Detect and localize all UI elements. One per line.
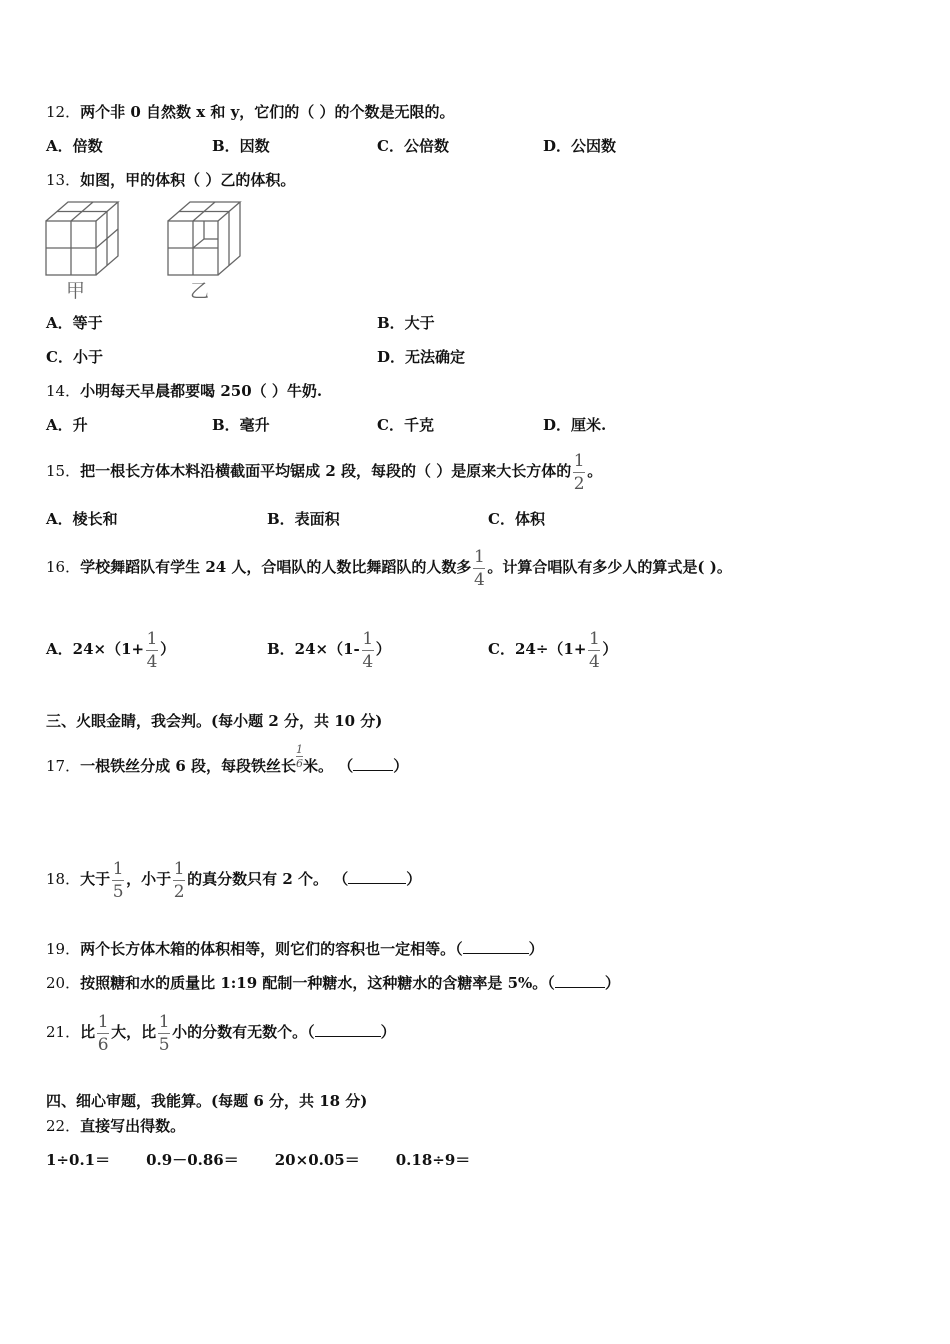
option-text-end: ） (602, 640, 618, 658)
question-text: 比 (80, 1023, 96, 1041)
question-number: 19． (46, 940, 81, 958)
option-text: B．24×（1- (267, 640, 360, 658)
fraction-denominator: 4 (146, 651, 158, 672)
fraction (362, 630, 374, 671)
q14-option-a[interactable]: A．升 (46, 416, 88, 434)
question-number: 17． (46, 757, 81, 775)
answer-blank[interactable] (463, 939, 529, 954)
fraction (296, 744, 303, 769)
question-21 (46, 1010, 396, 1054)
answer-blank[interactable] (353, 756, 393, 771)
fraction-numerator: 1 (146, 628, 158, 649)
q12-option-c[interactable]: C．公倍数 (377, 137, 449, 155)
fraction (588, 630, 600, 671)
fraction-numerator: 1 (573, 450, 585, 471)
question-text: 两个非 0 自然数 x 和 y，它们的（ ）的个数是无限的。 (80, 103, 455, 121)
question-number: 18． (46, 870, 81, 888)
question-number: 13． (46, 171, 81, 189)
question-number: 14． (46, 382, 81, 400)
answer-blank[interactable] (555, 973, 605, 988)
fraction-denominator: 6 (97, 1034, 109, 1055)
q12-option-d[interactable]: D．公因数 (543, 137, 617, 155)
fraction (146, 630, 158, 671)
fraction-denominator: 5 (158, 1034, 170, 1055)
section-4-heading: 四、细心审题，我能算。(每题 6 分，共 18 分) (46, 1092, 368, 1110)
question-22 (46, 1116, 185, 1136)
figure-label-jia: 甲 (66, 280, 86, 301)
question-17 (46, 744, 408, 788)
option-text-end: ） (375, 640, 391, 658)
q15-option-c[interactable]: C．体积 (488, 510, 545, 528)
question-13 (46, 170, 295, 190)
question-text-end: 。 (587, 462, 603, 480)
calc-item[interactable]: 0.9－0.86＝ (146, 1151, 239, 1169)
fraction-numerator: 1 (295, 743, 303, 756)
question-number: 22． (46, 1117, 81, 1135)
fraction-numerator: 1 (588, 628, 600, 649)
fraction-numerator: 1 (362, 628, 374, 649)
question-text-mid: ，小于 (126, 870, 172, 888)
figure-yi (166, 199, 246, 301)
fraction-numerator: 1 (173, 858, 185, 879)
fraction-denominator: 4 (474, 569, 485, 590)
q14-option-b[interactable]: B．毫升 (212, 416, 270, 434)
question-text: 如图，甲的体积（ ）乙的体积。 (80, 171, 296, 189)
q14-option-c[interactable]: C．千克 (377, 416, 434, 434)
q13-option-a[interactable]: A．等于 (46, 314, 103, 332)
calc-item[interactable]: 0.18÷9＝ (395, 1151, 471, 1169)
option-text-end: ） (160, 640, 176, 658)
question-text: 把一根长方体木料沿横截面平均锯成 2 段，每段的（ ）是原来大长方体的 (80, 462, 572, 480)
question-14 (46, 381, 322, 401)
figure-label-yi: 乙 (190, 280, 210, 301)
q15-option-b[interactable]: B．表面积 (267, 510, 340, 528)
fraction-numerator: 1 (112, 858, 124, 879)
calc-item[interactable]: 1÷0.1＝ (46, 1151, 111, 1169)
question-text: 按照糖和水的质量比 1:19 配制一种糖水，这种糖水的含糖率是 5%。（ (80, 974, 555, 992)
q14-option-d[interactable]: D．厘米. (543, 416, 607, 434)
q13-option-d[interactable]: D．无法确定 (377, 348, 466, 366)
question-20 (46, 973, 620, 993)
question-number: 21． (46, 1023, 81, 1041)
fraction-denominator: 5 (112, 881, 124, 902)
option-text: A．24×（1+ (46, 640, 145, 658)
fraction-denominator: 2 (173, 881, 185, 902)
question-text: 小明每天早晨都要喝 250（ ）牛奶. (80, 382, 323, 400)
paren-close: ） (528, 940, 544, 958)
fraction (97, 1013, 109, 1054)
question-text-end: 小的分数有无数个。（ (172, 1023, 315, 1041)
q12-option-a[interactable]: A．倍数 (46, 137, 103, 155)
calc-item[interactable]: 20×0.05＝ (274, 1151, 360, 1169)
fraction-denominator: 6 (295, 757, 303, 770)
fraction (573, 452, 585, 493)
fraction (112, 860, 124, 901)
question-number: 16． (46, 558, 81, 576)
figure-jia (44, 199, 124, 301)
fraction-numerator: 1 (97, 1011, 109, 1032)
answer-blank[interactable] (348, 869, 406, 884)
question-18 (46, 857, 421, 901)
question-text: 大于 (80, 870, 111, 888)
fraction-numerator: 1 (158, 1011, 170, 1032)
paren-close: ） (604, 974, 620, 992)
question-text-end: 的真分数只有 2 个。 （ (187, 870, 349, 888)
fraction-numerator: 1 (474, 546, 485, 567)
q12-option-b[interactable]: B．因数 (212, 137, 270, 155)
fraction-denominator: 4 (588, 651, 600, 672)
paren-close: ） (393, 757, 409, 775)
question-text: 一根铁丝分成 6 段，每段铁丝长 (80, 757, 296, 775)
calculation-row (46, 1150, 506, 1170)
question-text: 两个长方体木箱的体积相等，则它们的容积也一定相等。（ (80, 940, 463, 958)
question-text-mid: 大，比 (111, 1023, 157, 1041)
q13-option-b[interactable]: B．大于 (377, 314, 435, 332)
question-19 (46, 939, 544, 959)
fraction (158, 1013, 170, 1054)
q15-option-a[interactable]: A．棱长和 (46, 510, 118, 528)
paren-close: ） (380, 1023, 396, 1041)
section-3-heading: 三、火眼金睛，我会判。(每小题 2 分，共 10 分) (46, 712, 383, 730)
question-number: 20． (46, 974, 81, 992)
option-text: C．24÷（1+ (488, 640, 587, 658)
fraction-denominator: 2 (573, 473, 585, 494)
fraction (173, 860, 185, 901)
question-text-end: 米。 （ (302, 757, 354, 775)
question-number: 15． (46, 462, 81, 480)
answer-blank[interactable] (315, 1022, 381, 1037)
question-text-end: 。计算合唱队有多少人的算式是( )。 (487, 558, 732, 576)
question-text: 直接写出得数。 (80, 1117, 186, 1135)
paren-close: ） (406, 870, 422, 888)
question-text: 学校舞蹈队有学生 24 人，合唱队的人数比舞蹈队的人数多 (80, 558, 472, 576)
question-16 (46, 545, 732, 589)
q13-option-c[interactable]: C．小于 (46, 348, 103, 366)
fraction (473, 548, 485, 589)
fraction-denominator: 4 (362, 651, 374, 672)
question-number: 12． (46, 103, 81, 121)
question-12 (46, 102, 455, 122)
q16-option-c[interactable] (488, 627, 617, 671)
q16-option-a[interactable] (46, 627, 175, 671)
q16-option-b[interactable] (267, 627, 391, 671)
question-15 (46, 449, 602, 493)
